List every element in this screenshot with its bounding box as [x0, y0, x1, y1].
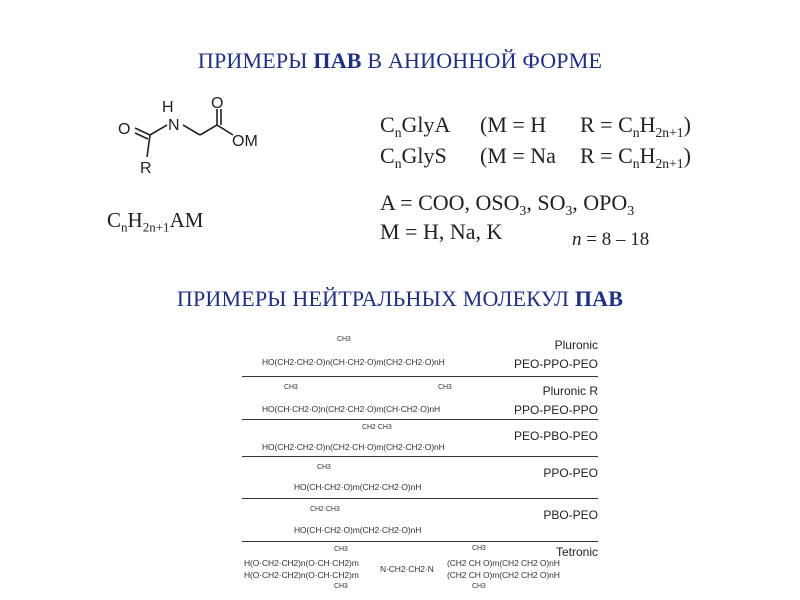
r6-right1: (CH2 CH O)m(CH2 CH2 O)nH — [447, 558, 560, 568]
general-formula — [107, 208, 203, 236]
label-peo-pbo-peo: PEO-PBO-PEO — [513, 429, 598, 443]
v1-rpre: R = C — [580, 112, 633, 137]
v1-sub: n — [394, 124, 402, 140]
a-mid2: , OPO — [572, 190, 628, 215]
r5-formula: HO(CH·CH2·O)m(CH2·CH2·O)nH — [294, 525, 422, 535]
r1-formula: HO(CH2·CH2·O)n(CH·CH2·O)m(CH2·CH2·O)nH — [262, 357, 445, 367]
v1-rpost: ) — [683, 112, 691, 137]
gf-h: H — [127, 208, 143, 232]
r2-ch3b: CH3 — [438, 384, 452, 391]
label-pbo-peo: PBO-PEO — [543, 508, 598, 522]
label-tetronic: Tetronic — [555, 545, 598, 559]
v2-sub: n — [394, 155, 402, 171]
v1-r — [580, 112, 691, 141]
r4-formula: HO(CH·CH2·O)m(CH2·CH2·O)nH — [294, 482, 422, 492]
r6-left2: H(O·CH2·CH2)n(O·CH·CH2)m — [244, 570, 359, 580]
n-range — [572, 229, 649, 251]
label-pluronic-r: Pluronic R — [542, 384, 598, 398]
bond-c-om — [217, 125, 233, 135]
label-peo-ppo-peo: PEO-PPO-PEO — [513, 357, 598, 371]
r5-ch2ch3: CH2·CH3 — [310, 506, 340, 513]
r6-ch3a: CH3 — [334, 546, 348, 553]
title-anionic-part1: ПРИМЕРЫ — [197, 48, 314, 73]
gf-sub: 2n+1 — [142, 219, 170, 235]
r3-formula: HO(CH2·CH2·O)n(CH2·CH·O)m(CH2·CH2·O)nH — [262, 442, 445, 452]
r6-ch3c: CH3 — [334, 583, 348, 590]
atom-r: R — [140, 160, 152, 177]
title-anionic-part2: В АНИОННОЙ ФОРМЕ — [361, 48, 603, 73]
v2-c: C — [380, 143, 395, 168]
v1-rsub2: 2n+1 — [655, 124, 684, 140]
label-ppo-peo-ppo: PPO-PEO-PPO — [513, 403, 598, 417]
glycine-surfactant-structure — [105, 95, 285, 185]
copolymer-table — [242, 336, 598, 594]
gf-am: AM — [169, 208, 204, 232]
a-s1: 3 — [519, 202, 527, 218]
v1-rest: GlyA — [401, 112, 451, 137]
variant-glys — [380, 143, 691, 172]
v1-m: (M = H — [480, 112, 547, 137]
bond-c-n — [150, 125, 167, 135]
label-ppo-peo: PPO-PEO — [543, 466, 598, 480]
r6-ch3d: CH3 — [472, 583, 486, 590]
n-range-n: n — [572, 229, 582, 250]
a-pre: A = COO, OSO — [380, 190, 520, 215]
v1-c: C — [380, 112, 395, 137]
variant-glya — [380, 112, 691, 141]
v2-rsub1: n — [632, 155, 640, 171]
v2-rpost: ) — [683, 143, 691, 168]
r2-ch3a: CH3 — [284, 384, 298, 391]
title-anionic — [0, 48, 800, 74]
a-s2: 3 — [565, 202, 573, 218]
v2-r — [580, 143, 691, 172]
v1-rh: H — [639, 112, 656, 137]
bond-ch2-c — [200, 125, 217, 135]
v1-rsub1: n — [632, 124, 640, 140]
row-divider — [242, 541, 598, 542]
r6-ch3b: CH3 — [472, 545, 486, 552]
atom-h: H — [162, 99, 174, 116]
r4-ch3: CH3 — [317, 464, 331, 471]
v2-rest: GlyS — [401, 143, 447, 168]
v2-rpre: R = C — [580, 143, 633, 168]
atom-o-top: O — [211, 95, 224, 112]
bond-n-ch2 — [183, 125, 200, 135]
gf-n: n — [121, 219, 128, 235]
r1-ch3: CH3 — [337, 336, 351, 343]
row-divider — [242, 498, 598, 499]
atom-om: OM — [232, 133, 258, 150]
title-anionic-bold: ПАВ — [313, 48, 362, 73]
row-divider — [242, 376, 598, 377]
r6-left1: H(O·CH2·CH2)n(O·CH·CH2)m — [244, 558, 359, 568]
r3-ch2ch3: CH2·CH3 — [362, 424, 392, 431]
row-divider — [242, 456, 598, 457]
title-neutral-part1: ПРИМЕРЫ НЕЙТРАЛЬНЫХ МОЛЕКУЛ — [176, 286, 575, 311]
r2-formula: HO(CH·CH2·O)n(CH2·CH2·O)m(CH·CH2·O)nH — [262, 404, 441, 414]
r6-mid: N·CH2·CH2·N — [380, 564, 434, 574]
a-groups-line — [380, 190, 634, 219]
a-s3: 3 — [627, 202, 635, 218]
atom-n: N — [168, 117, 180, 134]
gf-c: C — [107, 208, 122, 232]
r6-right2: (CH2 CH O)m(CH2 CH2 O)nH — [447, 570, 560, 580]
m-line: M = H, Na, K — [380, 219, 503, 244]
v2-rh: H — [639, 143, 656, 168]
v2-rsub2: 2n+1 — [655, 155, 684, 171]
row-divider — [242, 419, 598, 420]
n-range-rest: = 8 – 18 — [581, 229, 650, 250]
label-pluronic: Pluronic — [554, 338, 598, 352]
atom-o-left: O — [118, 121, 131, 138]
v2-m: (M = Na — [480, 143, 556, 168]
a-mid1: , SO — [526, 190, 566, 215]
title-neutral — [0, 286, 800, 312]
title-neutral-bold: ПАВ — [574, 286, 624, 311]
